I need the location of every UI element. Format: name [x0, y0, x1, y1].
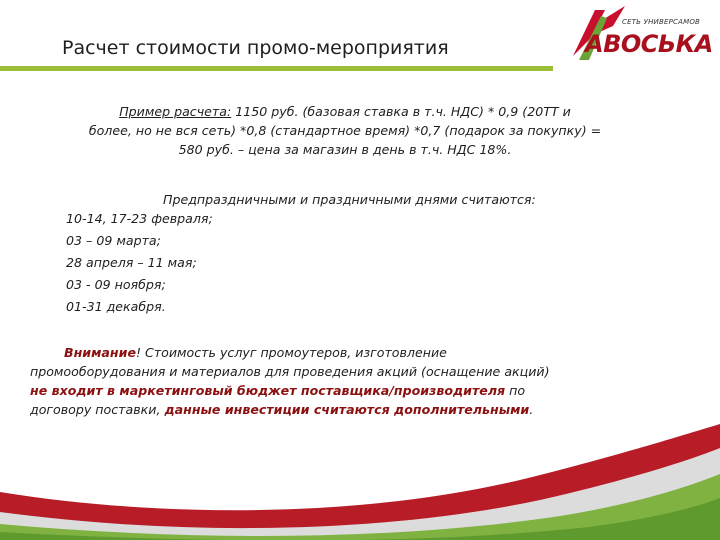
warning-line3-end: по — [505, 383, 526, 398]
holiday-period: 28 апреля – 11 мая; — [66, 255, 197, 270]
holiday-period: 01-31 декабря. — [66, 299, 166, 314]
slide-title: Расчет стоимости промо-мероприятия — [62, 37, 449, 59]
holidays-intro: Предпраздничными и праздничными днями считаются: — [163, 192, 536, 207]
example-line2: более, но не вся сеть) *0,8 (стандартное время) *0,7 (подарок за покупку) = — [88, 123, 602, 138]
example-lead: Пример расчета: — [119, 104, 232, 119]
calculation-example — [30, 102, 660, 159]
warning-emphasis-investment: данные инвестиции считаются дополнительными — [164, 402, 530, 417]
warning-line2: промооборудования и материалов для проведения акций (оснащение акций) — [30, 364, 550, 379]
holiday-period: 03 – 09 марта; — [66, 233, 161, 248]
logo-tagline: СЕТЬ УНИВЕРСАМОВ — [622, 18, 701, 26]
holiday-periods — [66, 209, 213, 319]
warning-line4-start: договору поставки, — [30, 402, 165, 417]
holiday-period: 03 - 09 ноября; — [66, 277, 166, 292]
title-underline — [0, 66, 553, 71]
example-line3: 580 руб. – цена за магазин в день в т.ч. НДС 18%. — [178, 142, 512, 157]
holiday-period: 10-14, 17-23 февраля; — [66, 211, 213, 226]
warning-line4-end: . — [529, 402, 534, 417]
warning-label: Внимание — [64, 345, 136, 360]
logo-wordmark: АВОСЬКА — [585, 30, 713, 58]
warning-line1: ! Стоимость услуг промоутеров, изготовление — [135, 345, 447, 360]
example-line1: 1150 руб. (базовая ставка в т.ч. НДС) * 0,9 (20ТТ и — [231, 104, 571, 119]
decorative-wave — [0, 400, 720, 540]
warning-emphasis-budget: не входит в маркетинговый бюджет поставщика/производителя — [30, 383, 506, 398]
